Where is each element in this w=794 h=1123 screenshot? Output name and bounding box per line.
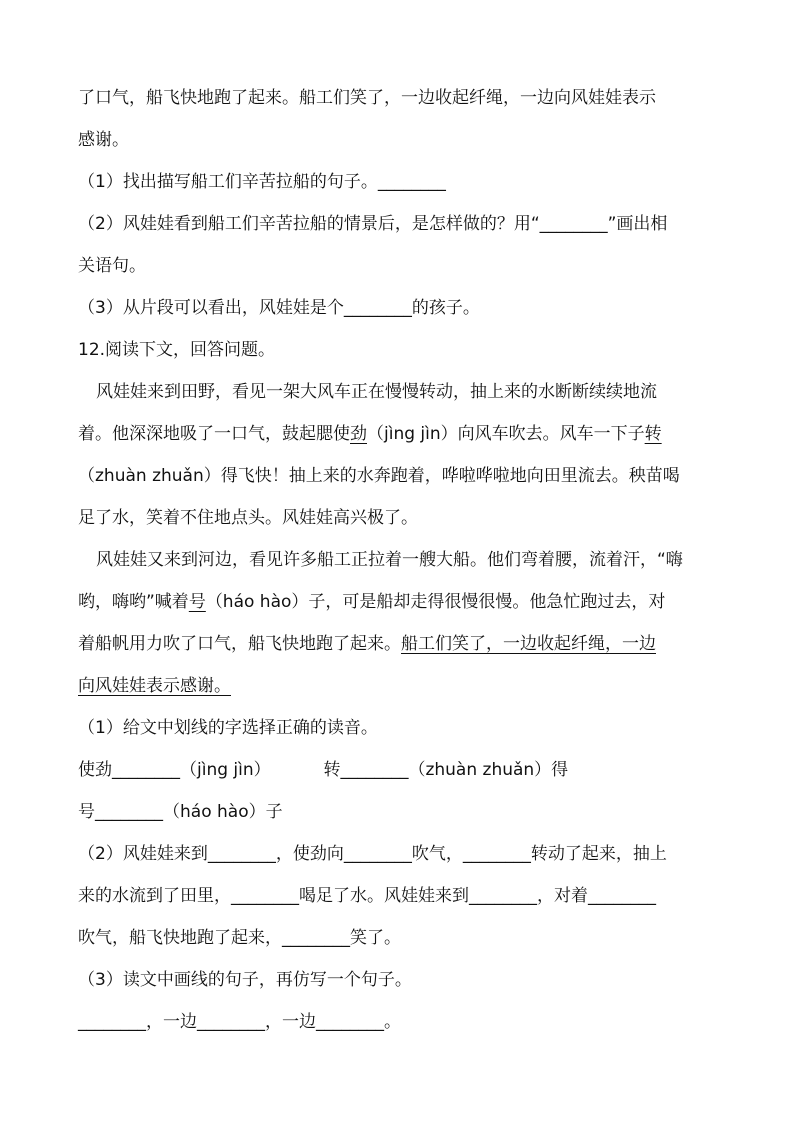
question-12-2: （2）风娃娃来到________，使劲向________吹气，________转动了起来，抽上: [78, 844, 667, 864]
passage-line: 风娃娃来到田野，看见一架大风车正在慢慢转动，抽上来的水断断续续地流: [96, 382, 657, 402]
pinyin-choice-zhuan: 转________（zhuàn zhuǎn）得: [323, 760, 569, 780]
underlined-sentence: 船工们笑了，一边收起纤绳，一边: [401, 634, 656, 654]
passage-line: 着。他深深地吸了一口气，鼓起腮使劲（jìng jìn）向风车吹去。风车一下子转: [78, 424, 662, 444]
pinyin-choice-jin: 使劲________（jìng jìn）: [78, 760, 271, 780]
question-3: （3）从片段可以看出，风娃娃是个________的孩子。: [78, 298, 480, 318]
question-12-3: （3）读文中画线的句子，再仿写一个句子。: [78, 970, 412, 990]
passage-line: 了口气，船飞快地跑了起来。船工们笑了，一边收起纤绳，一边向风娃娃表示: [78, 88, 656, 108]
underlined-char: 劲: [350, 424, 367, 444]
pinyin-choice-hao: 号________（háo hào）子: [78, 802, 283, 822]
passage-line: 风娃娃又来到河边，看见许多船工正拉着一艘大船。他们弯着腰，流着汗，“嗨: [96, 550, 683, 570]
passage-line: （zhuàn zhuǎn）得飞快！抽上来的水奔跑着，哗啦哗啦地向田里流去。秧苗喝: [78, 466, 680, 486]
section-heading-12: 12.阅读下文，回答问题。: [78, 340, 276, 360]
question-12-3-blank: ________，一边________，一边________。: [78, 1012, 401, 1032]
question-12-2-cont: 吹气，船飞快地跑了起来，________笑了。: [78, 928, 401, 948]
question-2-cont: 关语句。: [78, 256, 146, 276]
underlined-char: 转: [644, 424, 662, 444]
passage-line: 哟，嗨哟”喊着号（háo hào）子，可是船却走得很慢很慢。他急忙跑过去，对: [78, 592, 666, 612]
question-12-2-cont: 来的水流到了田里，________喝足了水。风娃娃来到________，对着________: [78, 886, 656, 906]
underlined-char: 号: [188, 592, 206, 612]
passage-line: [78, 674, 728, 698]
question-12-1: （1）给文中划线的字选择正确的读音。: [78, 718, 378, 738]
underlined-sentence: 向风娃娃表示感谢。: [78, 676, 231, 696]
passage-line: 足了水，笑着不住地点头。风娃娃高兴极了。: [78, 508, 418, 528]
question-1: （1）找出描写船工们辛苦拉船的句子。________: [78, 172, 446, 192]
passage-line: 感谢。: [78, 130, 129, 150]
pinyin-choice-row: [78, 758, 728, 782]
passage-line: 着船帆用力吹了口气，船飞快地跑了起来。船工们笑了，一边收起纤绳，一边: [78, 634, 656, 654]
question-2: （2）风娃娃看到船工们辛苦拉船的情景后，是怎样做的？用“________”画出相: [78, 214, 668, 234]
pinyin-choice-row: [78, 800, 728, 824]
